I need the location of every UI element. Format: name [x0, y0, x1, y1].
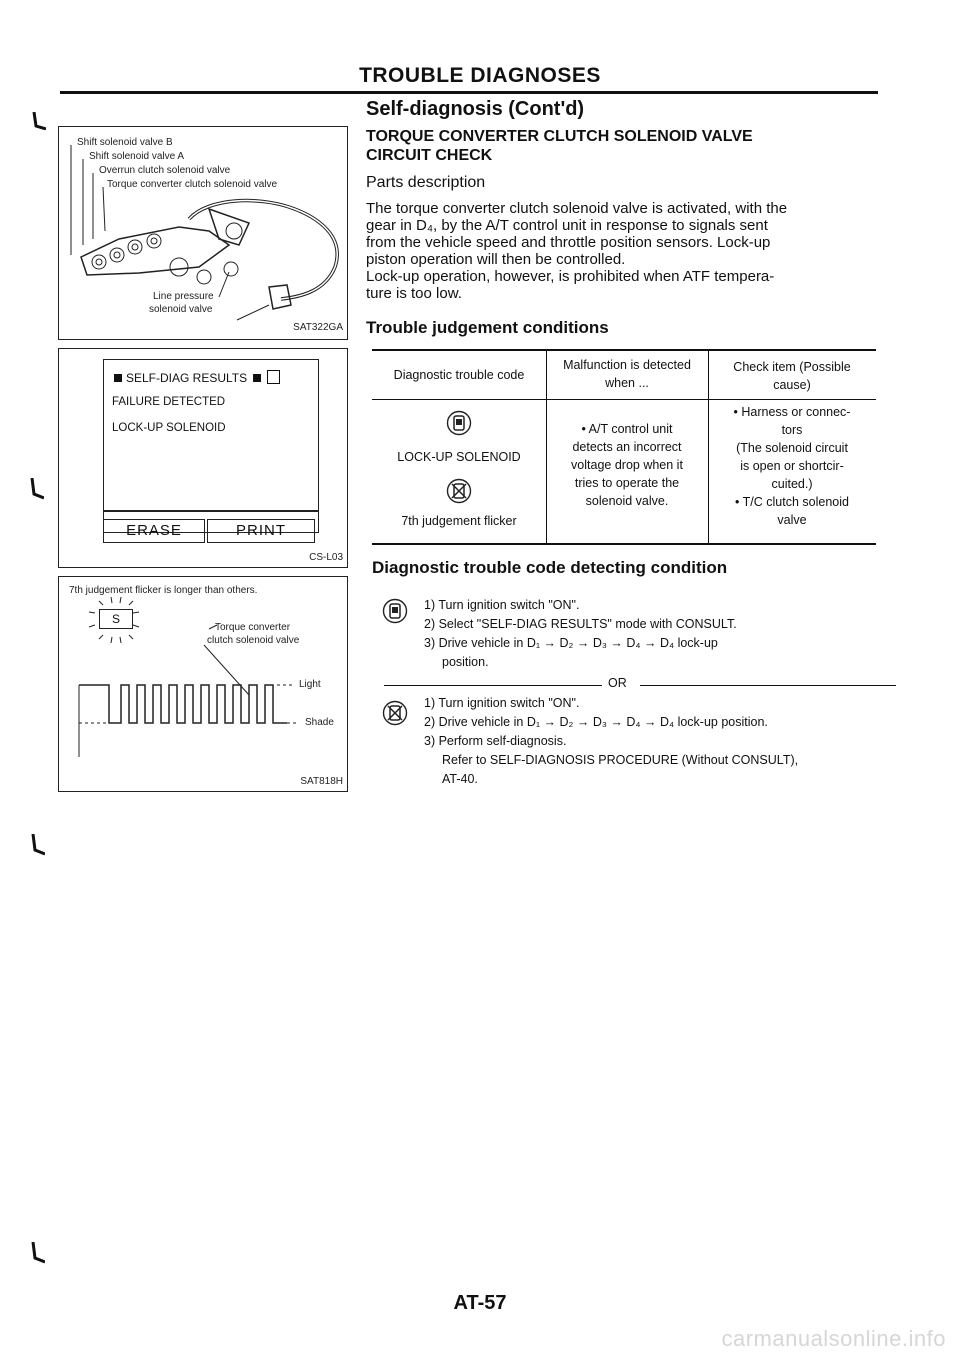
- check-line-6: • T/C clutch solenoid: [735, 495, 849, 509]
- lamp-s-box: [99, 609, 133, 629]
- label-line-pressure: Line pressure: [153, 291, 214, 302]
- label-shift-b: Shift solenoid valve B: [77, 137, 173, 148]
- check-cell: [708, 403, 876, 529]
- label-overrun: Overrun clutch solenoid valve: [99, 165, 231, 176]
- figure-consult-screen: [58, 348, 348, 568]
- binder-mark-1: [32, 112, 46, 130]
- consult-step-3: 3) Drive vehicle in D₁ → D₂ → D₃ → D₄ → D₄ lock-up: [424, 636, 718, 650]
- consult-step-2: 2) Select "SELF-DIAG RESULTS" mode with CONSULT.: [424, 617, 737, 631]
- detecting-heading: Diagnostic trouble code detecting condition: [372, 558, 728, 577]
- check-line-7: valve: [777, 513, 807, 527]
- label-torque-converter: Torque converter clutch solenoid valve: [107, 179, 278, 190]
- manual-step-1: 1) Turn ignition switch "ON".: [424, 696, 580, 710]
- malfunction-line-3: voltage drop when it: [571, 458, 683, 472]
- consult-tool-icon: [446, 410, 472, 436]
- watermark: carmanualsonline.info: [721, 1326, 946, 1351]
- consult-separator: [104, 510, 318, 512]
- col2-header-2: when ...: [605, 376, 649, 390]
- page-header-title: TROUBLE DIAGNOSES: [359, 64, 601, 87]
- manual-step-4: Refer to SELF-DIAGNOSIS PROCEDURE (Without CONSULT),: [442, 753, 799, 767]
- check-line-5: cuited.): [771, 477, 813, 491]
- no-tools-icon: [446, 478, 472, 504]
- or-rule-left: [384, 685, 602, 686]
- parts-description: [366, 200, 886, 302]
- flicker-caption: 7th judgement flicker is longer than others.: [69, 585, 258, 596]
- consult-line2: LOCK-UP SOLENOID: [112, 422, 226, 434]
- parts-line-6: ture is too low.: [366, 285, 462, 302]
- malfunction-line-5: solenoid valve.: [585, 494, 669, 508]
- malfunction-line-2: detects an incorrect: [572, 440, 682, 454]
- erase-button[interactable]: ERASE: [103, 519, 205, 543]
- consult-tool-icon-2: [382, 598, 408, 624]
- consult-display: [103, 359, 319, 533]
- manual-step-3: 3) Perform self-diagnosis.: [424, 734, 567, 748]
- malfunction-line-1: • A/T control unit: [581, 422, 673, 436]
- consult-title: SELF-DIAG RESULTS: [126, 371, 248, 385]
- col3-header-1: Check item (Possible: [733, 360, 851, 374]
- col1-header: Diagnostic trouble code: [393, 368, 525, 382]
- malfunction-line-4: tries to operate the: [574, 476, 680, 490]
- valve-label-2: clutch solenoid valve: [207, 635, 300, 646]
- section-subtitle-1: TORQUE CONVERTER CLUTCH SOLENOID VALVE: [366, 128, 753, 145]
- label-shift-a: Shift solenoid valve A: [89, 151, 185, 162]
- light-label: Light: [299, 679, 321, 690]
- table-top-rule: [372, 349, 876, 351]
- parts-line-3: from the vehicle speed and throttle position sensors. Lock-up: [366, 234, 771, 251]
- col3-header-2: cause): [773, 378, 811, 392]
- figure3-ref: SAT818H: [300, 776, 343, 787]
- bullet-icon-2: [253, 374, 261, 382]
- shade-label: Shade: [305, 717, 334, 728]
- check-line-3: (The solenoid circuit: [736, 441, 848, 455]
- table-bottom-rule: [372, 543, 876, 545]
- binder-mark-2: [30, 478, 44, 500]
- bullet-icon: [114, 374, 122, 382]
- no-tools-icon-2: [382, 700, 408, 726]
- consult-step-4: position.: [442, 655, 489, 669]
- section-subtitle-2: CIRCUIT CHECK: [366, 147, 493, 164]
- binder-mark-4: [31, 1242, 45, 1264]
- binder-mark-3: [31, 834, 45, 856]
- code-name: LOCK-UP SOLENOID: [397, 450, 521, 464]
- parts-line-2: gear in D₄, by the A/T control unit in response to signals sent: [366, 217, 768, 234]
- check-line-1: • Harness or connec-: [733, 405, 851, 419]
- flicker-text: 7th judgement flicker: [401, 514, 517, 528]
- check-line-2: tors: [781, 423, 803, 437]
- or-label: OR: [608, 676, 627, 690]
- label-line-pressure-2: solenoid valve: [149, 304, 213, 315]
- parts-line-4: piston operation will then be controlled.: [366, 251, 626, 268]
- consult-title-row: [114, 370, 280, 385]
- judgement-heading: Trouble judgement conditions: [366, 318, 609, 337]
- parts-line-5: Lock-up operation, however, is prohibited when ATF tempera-: [366, 268, 775, 285]
- col2-header-1: Malfunction is detected: [563, 358, 691, 372]
- table-mid-rule: [372, 399, 876, 400]
- lamp-label: S: [111, 612, 120, 626]
- figure1-ref: SAT322GA: [293, 322, 343, 333]
- or-rule-right: [640, 685, 896, 686]
- valve-label-1: Torque converter: [215, 622, 291, 633]
- parts-line-1: The torque converter clutch solenoid valve is activated, with the: [366, 200, 788, 217]
- manual-step-5: AT-40.: [442, 772, 478, 786]
- page-number: AT-57: [453, 1292, 507, 1314]
- consult-step-1: 1) Turn ignition switch "ON".: [424, 598, 580, 612]
- print-button[interactable]: PRINT: [207, 519, 315, 543]
- check-line-4: is open or shortcir-: [740, 459, 844, 473]
- section-title: Self-diagnosis (Cont'd): [366, 98, 585, 120]
- consult-line1: FAILURE DETECTED: [112, 396, 226, 408]
- malfunction-cell: [546, 420, 708, 510]
- figure-flicker-diagram: [58, 576, 348, 792]
- manual-steps: [424, 694, 798, 789]
- parts-heading: Parts description: [366, 174, 486, 191]
- figure2-ref: CS-L03: [309, 552, 343, 563]
- header-rule: [60, 91, 878, 94]
- consult-steps: [424, 596, 737, 672]
- manual-step-2: 2) Drive vehicle in D₁ → D₂ → D₃ → D₄ → D₄ lock-up position.: [424, 715, 768, 729]
- checkbox-icon: [267, 370, 280, 384]
- figure-solenoid-valves: [58, 126, 348, 340]
